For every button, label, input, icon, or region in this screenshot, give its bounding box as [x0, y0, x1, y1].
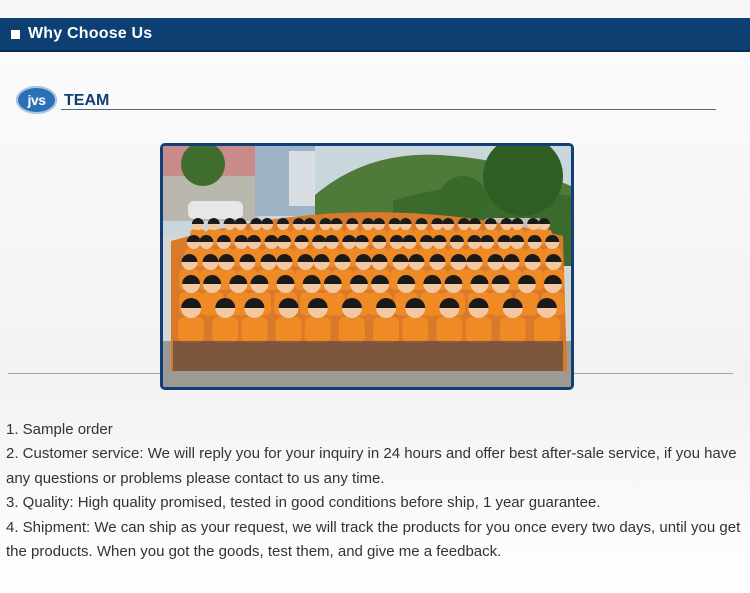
list-item: 4. Shipment: We can ship as your request, we will track the products for you once every two days, until you get the products. When you got the goods, test them, and give me a feedback. [6, 518, 741, 561]
list-item: 3. Quality: High quality promised, tested in good conditions before ship, 1 year guarantee. [6, 494, 601, 512]
team-underline [61, 109, 716, 110]
top-strip [0, 0, 750, 18]
benefits-list [6, 418, 746, 564]
team-photo-image [163, 146, 571, 387]
section-header [0, 18, 750, 52]
square-bullet-icon [11, 30, 20, 39]
team-photo [160, 143, 574, 390]
list-item: 1. Sample order [6, 421, 113, 438]
company-logo: jvs [16, 86, 57, 114]
team-heading [16, 86, 716, 116]
list-item: 2. Customer service: We will reply you for your inquiry in 24 hours and offer best after-sale service, if you have any questions or problems please contact to us any time. [6, 445, 737, 487]
section-title: Why Choose Us [28, 25, 153, 42]
team-title: TEAM [64, 92, 110, 109]
